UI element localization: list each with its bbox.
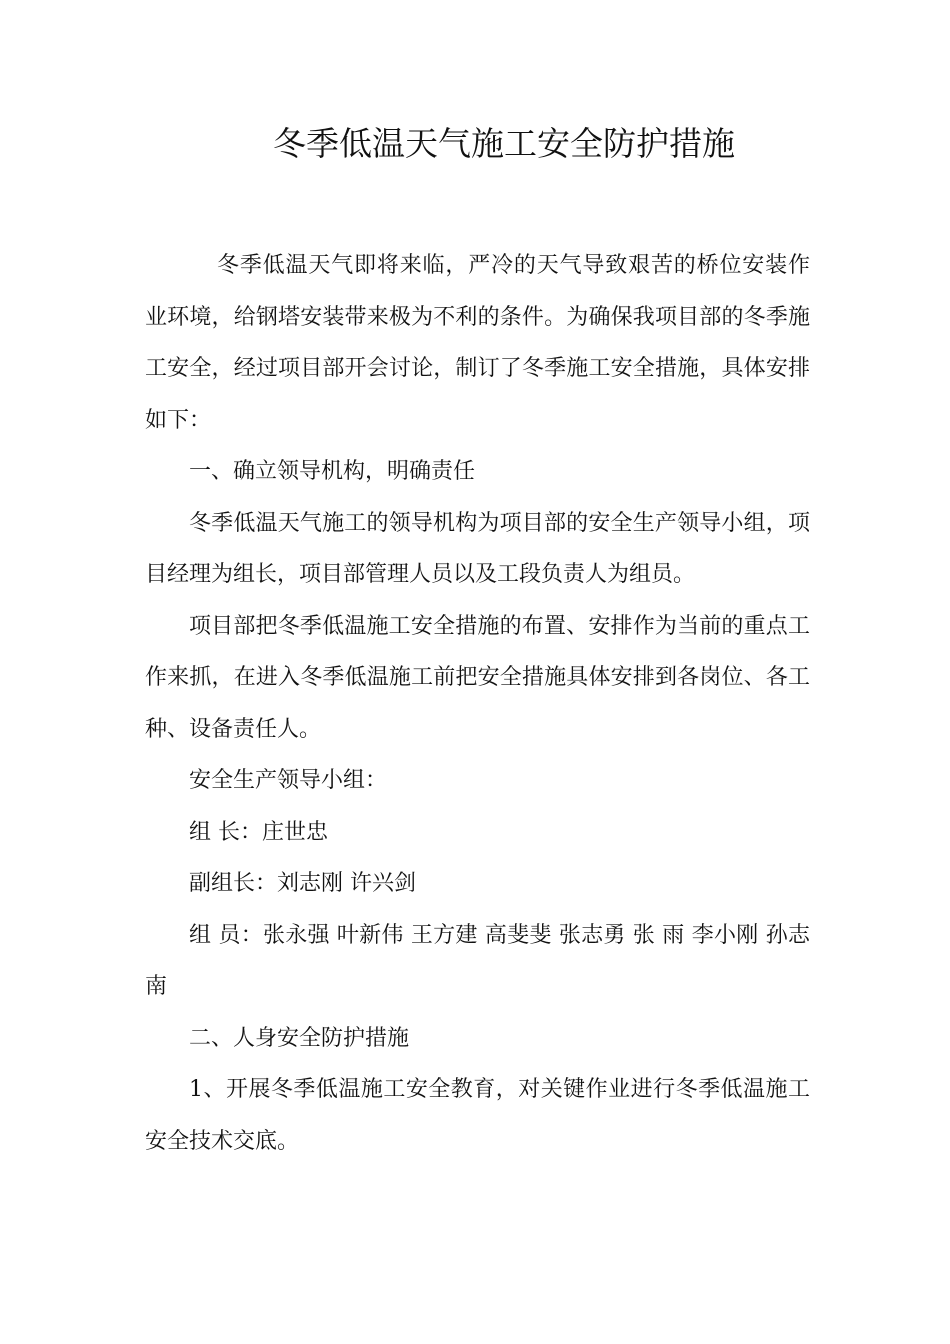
- document-body: [145, 240, 810, 1167]
- safety-item-1: 1、开展冬季低温施工安全教育，对关键作业进行冬季低温施工安全技术交底。: [145, 1077, 810, 1154]
- section-heading-personal-safety: 二、人身安全防护措施: [189, 1025, 410, 1051]
- intro-paragraph: 冬季低温天气即将来临，严冷的天气导致艰苦的桥位安装作业环境，给钢塔安装带来极为不利的条件。为确保我项目部的冬季施工安全，经过项目部开会讨论，制订了冬季施工安全措施，具体安排如下：: [145, 253, 810, 433]
- document-title: 冬季低温天气施工安全防护措施: [273, 124, 735, 163]
- leadership-paragraph: 冬季低温天气施工的领导机构为项目部的安全生产领导小组，项目经理为组长，项目部管理人员以及工段负责人为组员。: [145, 510, 810, 587]
- deputy-leaders: 副组长：刘志刚 许兴剑: [189, 871, 416, 896]
- group-members: 组 员：张永强 叶新伟 王方建 高斐斐 张志勇 张 雨 李小刚 孙志南: [145, 922, 810, 999]
- section-heading-leadership: 一、确立领导机构，明确责任: [189, 459, 476, 484]
- group-heading: 安全生产领导小组：: [189, 768, 388, 793]
- measures-paragraph: 项目部把冬季低温施工安全措施的布置、安排作为当前的重点工作来抓，在进入冬季低温施工前把安全措施具体安排到各岗位、各工种、设备责任人。: [145, 613, 810, 742]
- group-leader: 组 长：庄世忠: [189, 819, 328, 845]
